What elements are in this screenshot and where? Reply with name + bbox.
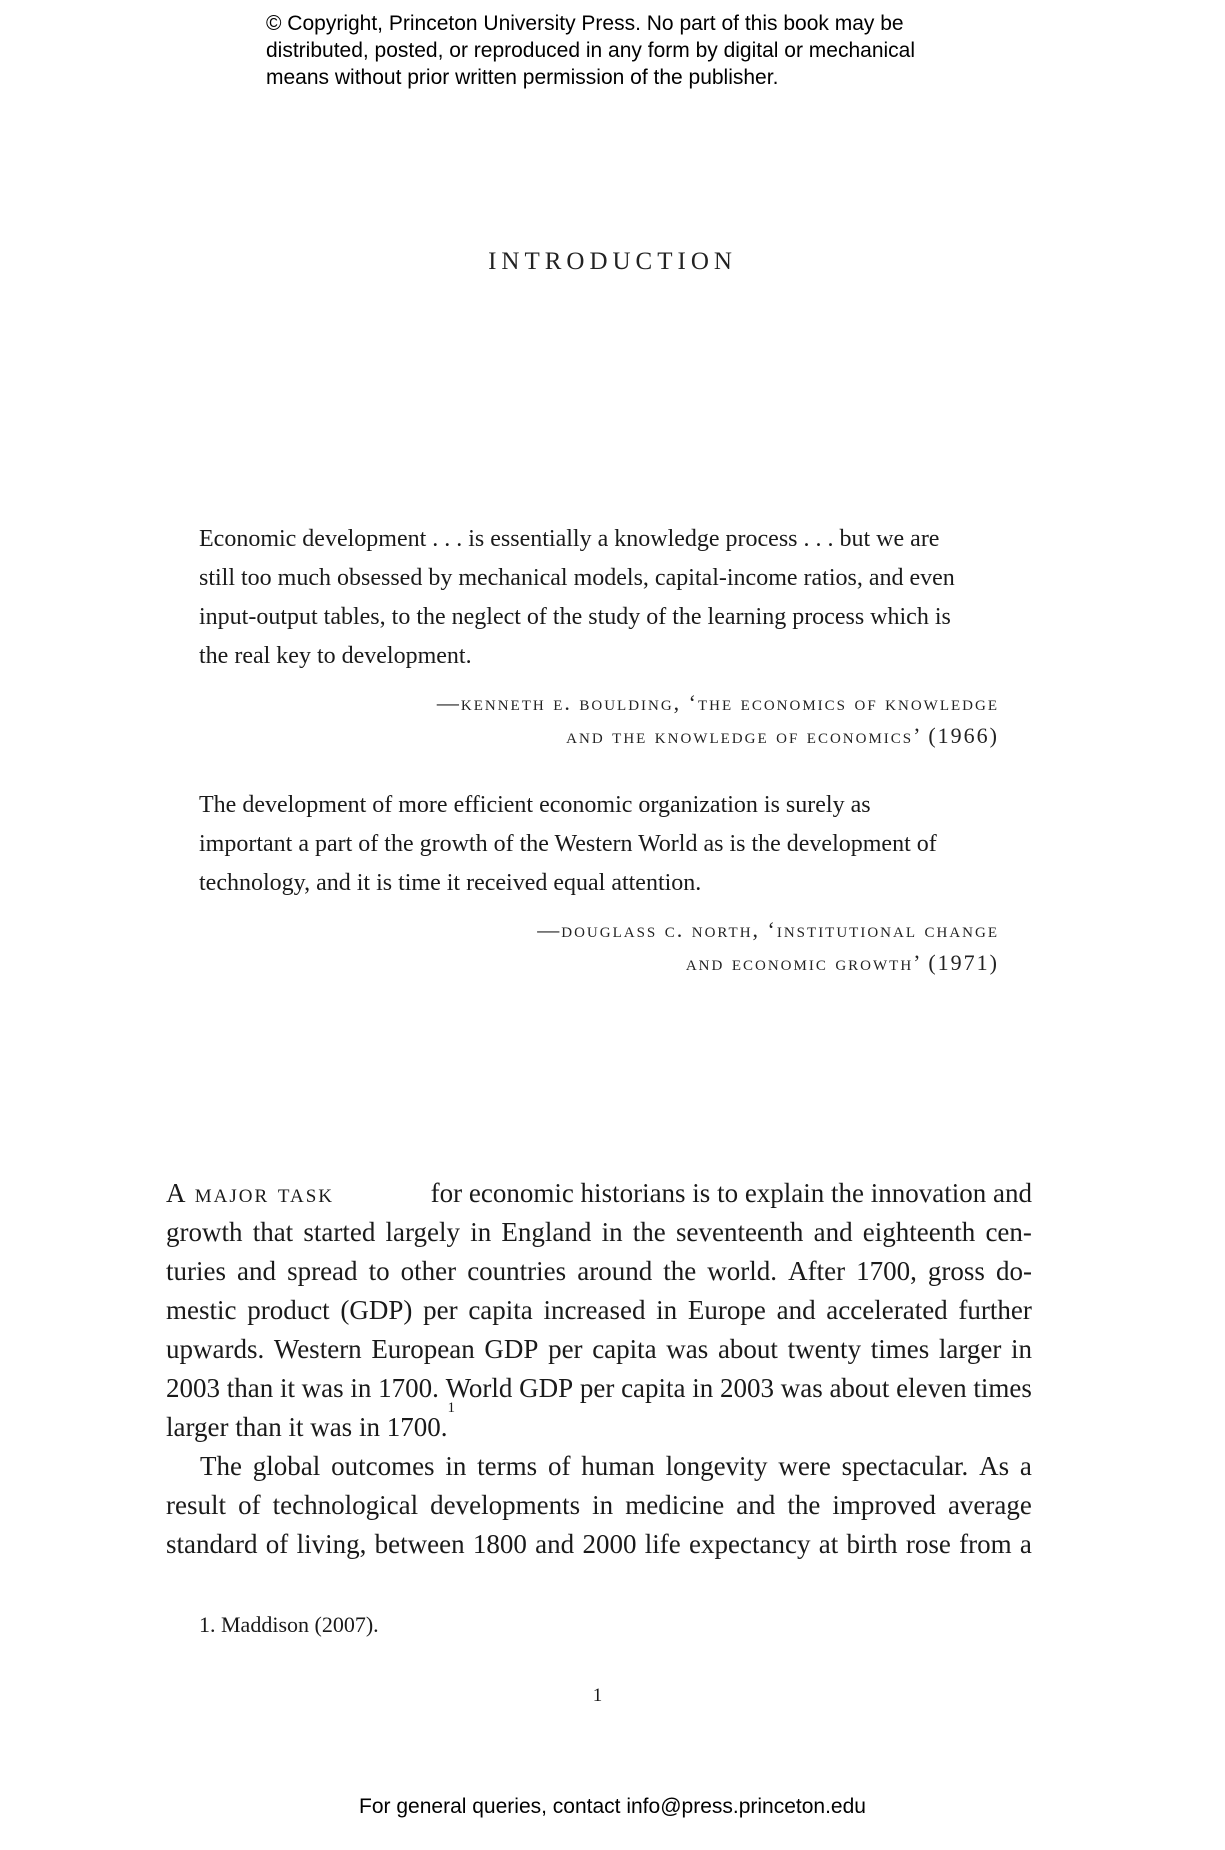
paragraph-line: 2003 than it was in 1700. World GDP per capita in 2003 was about eleven times: [166, 1373, 1032, 1403]
paragraph-line: growth that started largely in England in the seventeenth and eighteenth cen-: [166, 1217, 1032, 1247]
attribution-line: and economic growth’ (1971): [685, 950, 999, 975]
epigraph-attribution: [199, 686, 999, 752]
quote-line: Economic development . . . is essentially a knowledge process . . . but we are: [199, 526, 940, 552]
attribution-line: —kenneth e. boulding, ‘the economics of knowledge: [436, 690, 999, 715]
paragraph-line: [166, 1400, 1032, 1447]
paragraph-line: The global outcomes in terms of human longevity were spectacular. As a: [200, 1451, 1032, 1481]
lead-in-small-caps: A major task: [166, 1178, 335, 1208]
attribution-line: and the knowledge of economics’ (1966): [566, 723, 999, 748]
footnote-marker[interactable]: 1: [447, 1400, 455, 1416]
quote-line: still too much obsessed by mechanical models, capital-income ratios, and even: [199, 565, 955, 591]
quote-line: the real key to development.: [199, 643, 472, 669]
body-text: [166, 1174, 1032, 1564]
copyright-line: distributed, posted, or reproduced in any form by digital or mechanical: [266, 39, 916, 62]
paragraph-line: [166, 1174, 1032, 1213]
copyright-line: means without prior written permission of the publisher.: [266, 66, 779, 89]
quote-line: technology, and it is time it received equal attention.: [199, 870, 702, 896]
paragraph-line: mestic product (GDP) per capita increased in Europe and accelerated further: [166, 1295, 1032, 1325]
chapter-title: INTRODUCTION: [488, 248, 737, 275]
paragraph-line: result of technological developments in medicine and the improved average: [166, 1490, 1032, 1520]
paragraph-line: upwards. Western European GDP per capita was about twenty times larger in: [166, 1334, 1032, 1364]
paragraph-line: turies and spread to other countries around the world. After 1700, gross do-: [166, 1256, 1032, 1286]
epigraph-quote: [199, 786, 999, 903]
quote-line: important a part of the growth of the Western World as is the development of: [199, 831, 937, 857]
epigraph-attribution: [199, 913, 999, 979]
line-text: for economic historians is to explain the innovation and: [430, 1178, 1032, 1208]
quote-line: The development of more efficient economic organization is surely as: [199, 792, 871, 818]
quote-line: input-output tables, to the neglect of the study of the learning process which is: [199, 604, 951, 630]
epigraph-quote: [199, 520, 999, 676]
footnote: 1. Maddison (2007).: [199, 1612, 379, 1637]
page-number: 1: [592, 1685, 603, 1706]
copyright-notice: [266, 10, 1026, 91]
paragraph-line: standard of living, between 1800 and 2000 life expectancy at birth rose from a: [166, 1529, 1032, 1559]
line-text: larger than it was in 1700.: [166, 1412, 448, 1442]
copyright-line: © Copyright, Princeton University Press. No part of this book may be: [266, 12, 904, 35]
attribution-line: —douglass c. north, ‘institutional change: [537, 917, 999, 942]
epigraph-north: [199, 786, 999, 979]
contact-notice: For general queries, contact info@press.princeton.edu: [359, 1795, 866, 1818]
epigraph-boulding: [199, 520, 999, 752]
